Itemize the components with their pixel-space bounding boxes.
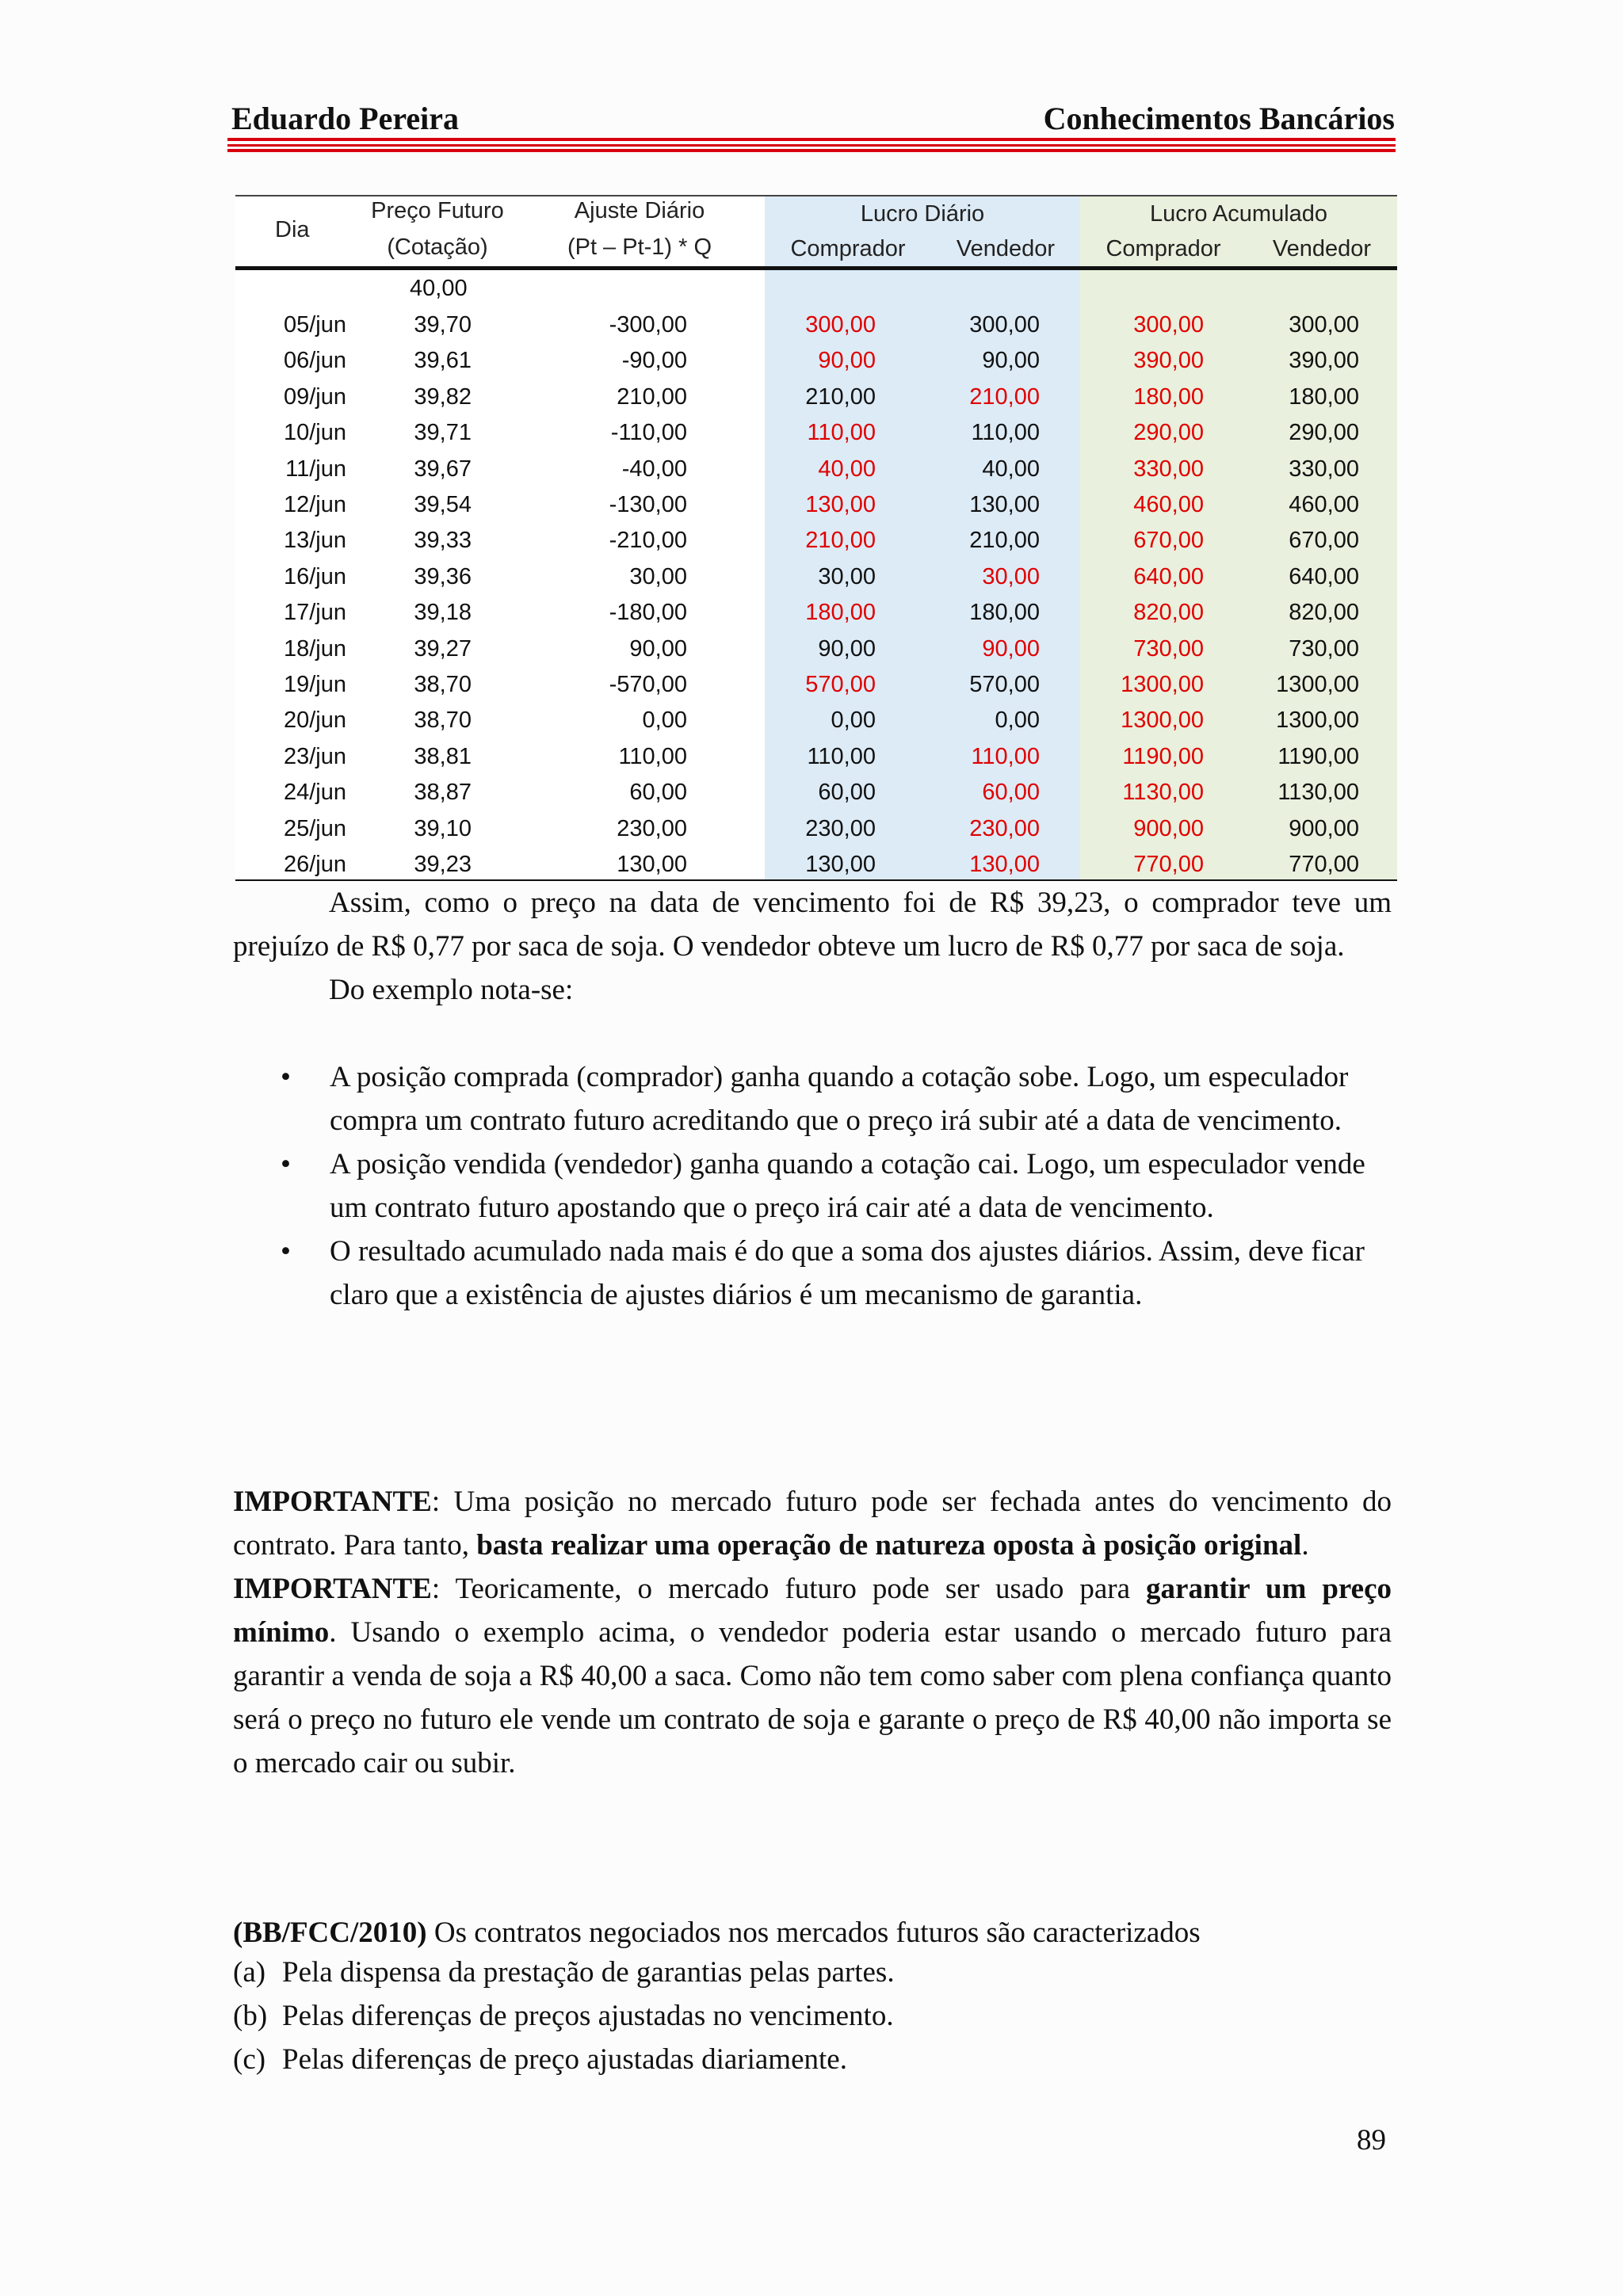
conclusion-text: Assim, como o preço na data de vencimento foi de R$ 39,23, o comprador teve um prejuízo de R$ 0,77 por saca de soja. O vendedor obteve um lucro de R$ 0,77 por saca de soja. [233,887,1392,963]
option-text: Pela dispensa da prestação de garantias pelas partes. [282,1956,895,1989]
bullet-icon: • [281,1148,291,1180]
table-cell-ld-c: 110,00 [807,420,876,446]
table-cell-la-c: 1300,00 [1121,672,1204,697]
table-cell-ld-v: 130,00 [969,852,1040,877]
header-dia: Dia [275,217,310,242]
table-cell-ld-c: 230,00 [805,815,876,841]
table-cell-ld-c: 130,00 [805,492,876,517]
table-cell-ld-c: 110,00 [807,743,876,769]
table-cell-ld-c: 0,00 [831,707,876,734]
table-cell-dia: 05/jun [283,312,346,338]
option-b [233,1994,1392,2038]
option-label: (a) [233,1956,266,1989]
question-options [233,1951,1392,2081]
table-cell-preco: 39,23 [414,852,472,877]
table-cell-la-v: 460,00 [1289,492,1359,517]
header-lucro-acumulado: Lucro Acumulado [1149,201,1328,227]
table-cell-la-c: 330,00 [1133,456,1204,482]
table-cell-dia: 19/jun [283,672,346,697]
table-cell-la-v: 390,00 [1289,348,1359,374]
option-a [233,1951,1392,1994]
table-cell-la-v: 1300,00 [1276,672,1359,697]
table-cell-ld-v: 90,00 [982,348,1040,374]
question-stem [233,1911,1392,1955]
importante-label: IMPORTANTE [233,1573,432,1605]
table-cell-ld-v: 210,00 [969,528,1040,554]
table-cell-ajuste: 90,00 [629,635,687,662]
importante-2 [233,1567,1392,1785]
table-cell-la-c: 820,00 [1133,600,1204,626]
table-cell-ajuste: -130,00 [609,492,687,517]
table-cell-dia: 11/jun [285,456,346,482]
table-cell-ld-v: 60,00 [982,780,1040,806]
table-cell-la-c: 460,00 [1133,492,1204,517]
table-cell-la-c: 1300,00 [1121,707,1204,734]
option-c [233,2038,1392,2081]
option-text: Pelas diferenças de preços ajustadas no vencimento. [282,2000,894,2032]
table-cell-ld-c: 40,00 [818,456,876,482]
table-cell-la-v: 900,00 [1289,815,1359,841]
table-cell-ld-v: 130,00 [969,492,1040,517]
table-cell-ld-c: 210,00 [805,528,876,554]
importante-end: . Usando o exemplo acima, o vendedor poderia estar usando o mercado futuro para garantir a venda de soja a R$ 40,00 a saca. Como não tem como saber com plena confiança quanto será o preço no futuro ele vende um contrato de soja e garante o preço de R$ 40,00 não importa se o mercado cair ou subir. [233,1616,1392,1779]
header-ld-comprador: Comprador [790,236,906,261]
table-cell-dia: 26/jun [283,852,346,877]
table-cell-la-v: 330,00 [1289,456,1359,482]
table-cell-ld-v: 180,00 [969,600,1040,626]
table-cell-ajuste: -300,00 [609,312,687,338]
table-cell-ajuste: 0,00 [642,707,687,734]
header-ajuste-2: (Pt – Pt-1) * Q [567,235,712,260]
importante-emphasis: garantir um preço mínimo [233,1573,1392,1649]
table-cell-ajuste: -110,00 [610,420,687,446]
initial-price: 40,00 [410,276,468,301]
table-cell-ld-v: 110,00 [971,420,1040,446]
table-cell-la-c: 730,00 [1133,635,1204,662]
table-cell-ajuste: -40,00 [621,456,687,482]
table-cell-la-c: 1130,00 [1122,780,1204,806]
table-cell-dia: 06/jun [283,348,346,374]
table-cell-la-c: 290,00 [1133,420,1204,446]
table-cell-preco: 38,70 [414,672,472,697]
header-preco-1: Preço Futuro [371,198,504,223]
table-cell-dia: 25/jun [283,815,346,841]
table-cell-preco: 39,70 [414,312,472,338]
table-cell-dia: 20/jun [283,707,346,734]
list-item [233,1142,1392,1230]
table-cell-ajuste: -180,00 [609,600,687,626]
table-cell-ld-v: 0,00 [995,707,1040,734]
table-cell-ajuste: -210,00 [609,528,687,554]
table-cell-la-v: 730,00 [1289,635,1359,662]
table-cell-ld-c: 90,00 [818,635,876,662]
table-cell-ld-v: 210,00 [969,383,1040,410]
page-header [231,100,1395,137]
table-cell-la-v: 770,00 [1289,852,1359,877]
table-cell-ld-v: 110,00 [971,743,1040,769]
header-lucro-diario: Lucro Diário [860,201,985,227]
example-intro: Do exemplo nota-se: [329,974,574,1006]
importante-end: . [1301,1529,1309,1562]
table-cell-ld-c: 210,00 [805,383,876,410]
table-cell-ld-c: 90,00 [818,348,876,374]
table-cell-preco: 39,36 [414,563,472,589]
table-header-divider [235,266,1397,270]
table-cell-preco: 39,67 [414,456,472,482]
table-cell-ajuste: 110,00 [618,743,687,769]
question-source: (BB/FCC/2010) [233,1917,427,1949]
bullet-text: A posição comprada (comprador) ganha quando a cotação sobe. Logo, um especulador compra um contrato futuro acreditando que o preço irá subir até a data de vencimento. [330,1061,1349,1137]
question-block [233,1911,1392,1955]
table-cell-la-c: 390,00 [1133,348,1204,374]
option-label: (b) [233,2000,268,2032]
table-cell-la-v: 1190,00 [1277,743,1359,769]
table-cell-preco: 39,54 [414,492,472,517]
table-cell-la-c: 900,00 [1133,815,1204,841]
table-cell-ld-v: 300,00 [969,312,1040,338]
table-cell-la-c: 300,00 [1133,312,1204,338]
bullet-icon: • [281,1235,291,1268]
option-text: Pelas diferenças de preço ajustadas diariamente. [282,2043,847,2076]
list-item [233,1055,1392,1142]
table-cell-ld-c: 300,00 [805,312,876,338]
importante-label: IMPORTANTE [233,1486,432,1518]
header-rule [227,144,1396,147]
table-cell-preco: 38,81 [414,743,472,769]
importante-text: : Uma posição no mercado futuro pode ser fechada antes do vencimento do contrato. Para tanto, [233,1486,1392,1562]
table-cell-dia: 12/jun [283,492,346,517]
table-top-line [235,195,1397,196]
table-cell-dia: 13/jun [283,528,346,554]
table-cell-dia: 18/jun [283,635,346,662]
table-cell-la-v: 820,00 [1289,600,1359,626]
table-cell-la-v: 1300,00 [1276,707,1359,734]
bullet-list [233,1055,1392,1317]
header-preco-2: (Cotação) [387,235,488,260]
table-cell-ld-v: 40,00 [982,456,1040,482]
table-cell-ajuste: 210,00 [617,383,687,410]
bullet-icon: • [281,1061,291,1093]
question-text: Os contratos negociados nos mercados futuros são caracterizados [426,1917,1201,1949]
option-label: (c) [233,2043,266,2076]
table-cell-preco: 39,82 [414,383,472,410]
table-cell-la-v: 180,00 [1289,383,1359,410]
header-la-vendedor: Vendedor [1272,236,1372,261]
paragraph-conclusion [233,881,1392,1012]
table-cell-preco: 39,18 [414,600,472,626]
table-cell-preco: 39,71 [414,420,472,446]
table-cell-ld-c: 60,00 [818,780,876,806]
header-author: Eduardo Pereira [231,101,460,136]
table-cell-dia: 16/jun [283,563,346,589]
header-rule [227,138,1396,141]
table-cell-preco: 39,33 [414,528,472,554]
table-cell-dia: 24/jun [283,780,346,806]
table-cell-dia: 23/jun [283,743,346,769]
page-number: 89 [1357,2124,1386,2157]
importante-emphasis: basta realizar uma operação de natureza oposta à posição original [476,1529,1302,1562]
table-cell-ld-v: 90,00 [982,635,1040,662]
table-cell-preco: 39,27 [414,635,472,662]
importante-text: : Teoricamente, o mercado futuro pode ser usado para [431,1573,1147,1605]
table-cell-la-v: 300,00 [1289,312,1359,338]
importante-1 [233,1480,1392,1567]
header-ajuste-1: Ajuste Diário [574,198,705,223]
table-cell-ajuste: 30,00 [629,563,687,589]
table-cell-ld-c: 30,00 [818,563,876,589]
table-cell-ajuste: -90,00 [621,348,687,374]
table-cell-preco: 39,10 [414,815,472,841]
list-item [233,1230,1392,1317]
table-cell-ld-v: 570,00 [969,672,1040,697]
table-cell-ld-v: 230,00 [969,815,1040,841]
importante-block [233,1480,1392,1785]
table-cell-ajuste: 230,00 [617,815,687,841]
table-cell-la-c: 180,00 [1133,383,1204,410]
table-cell-ld-c: 180,00 [805,600,876,626]
bullet-text: A posição vendida (vendedor) ganha quando a cotação cai. Logo, um especulador vende um contrato futuro apostando que o preço irá cair até a data de vencimento. [330,1148,1365,1224]
table-cell-ajuste: 130,00 [617,852,687,877]
table-cell-dia: 17/jun [283,600,346,626]
header-ld-vendedor: Vendedor [956,236,1056,261]
table-cell-ajuste: 60,00 [629,780,687,806]
header-subject: Conhecimentos Bancários [1043,101,1395,136]
header-rule [227,149,1396,152]
bullet-text: O resultado acumulado nada mais é do que a soma dos ajustes diários. Assim, deve ficar claro que a existência de ajustes diários é um mecanismo de garantia. [330,1235,1365,1311]
futures-table [235,195,1397,881]
table-cell-la-v: 1130,00 [1277,780,1359,806]
table-cell-ld-v: 30,00 [982,563,1040,589]
table-cell-ajuste: -570,00 [609,672,687,697]
table-cell-preco: 39,61 [414,348,472,374]
table-cell-la-c: 1190,00 [1122,743,1204,769]
table-cell-la-v: 640,00 [1289,563,1359,589]
table-cell-preco: 38,87 [414,780,472,806]
table-cell-dia: 09/jun [283,383,346,410]
table-cell-dia: 10/jun [283,420,346,446]
table-cell-la-v: 290,00 [1289,420,1359,446]
header-la-comprador: Comprador [1106,236,1221,261]
table-cell-la-c: 770,00 [1133,852,1204,877]
table-cell-preco: 38,70 [414,707,472,734]
table-cell-ld-c: 130,00 [805,852,876,877]
table-cell-la-v: 670,00 [1289,528,1359,554]
table-cell-ld-c: 570,00 [805,672,876,697]
table-cell-la-c: 670,00 [1133,528,1204,554]
table-cell-la-c: 640,00 [1133,563,1204,589]
